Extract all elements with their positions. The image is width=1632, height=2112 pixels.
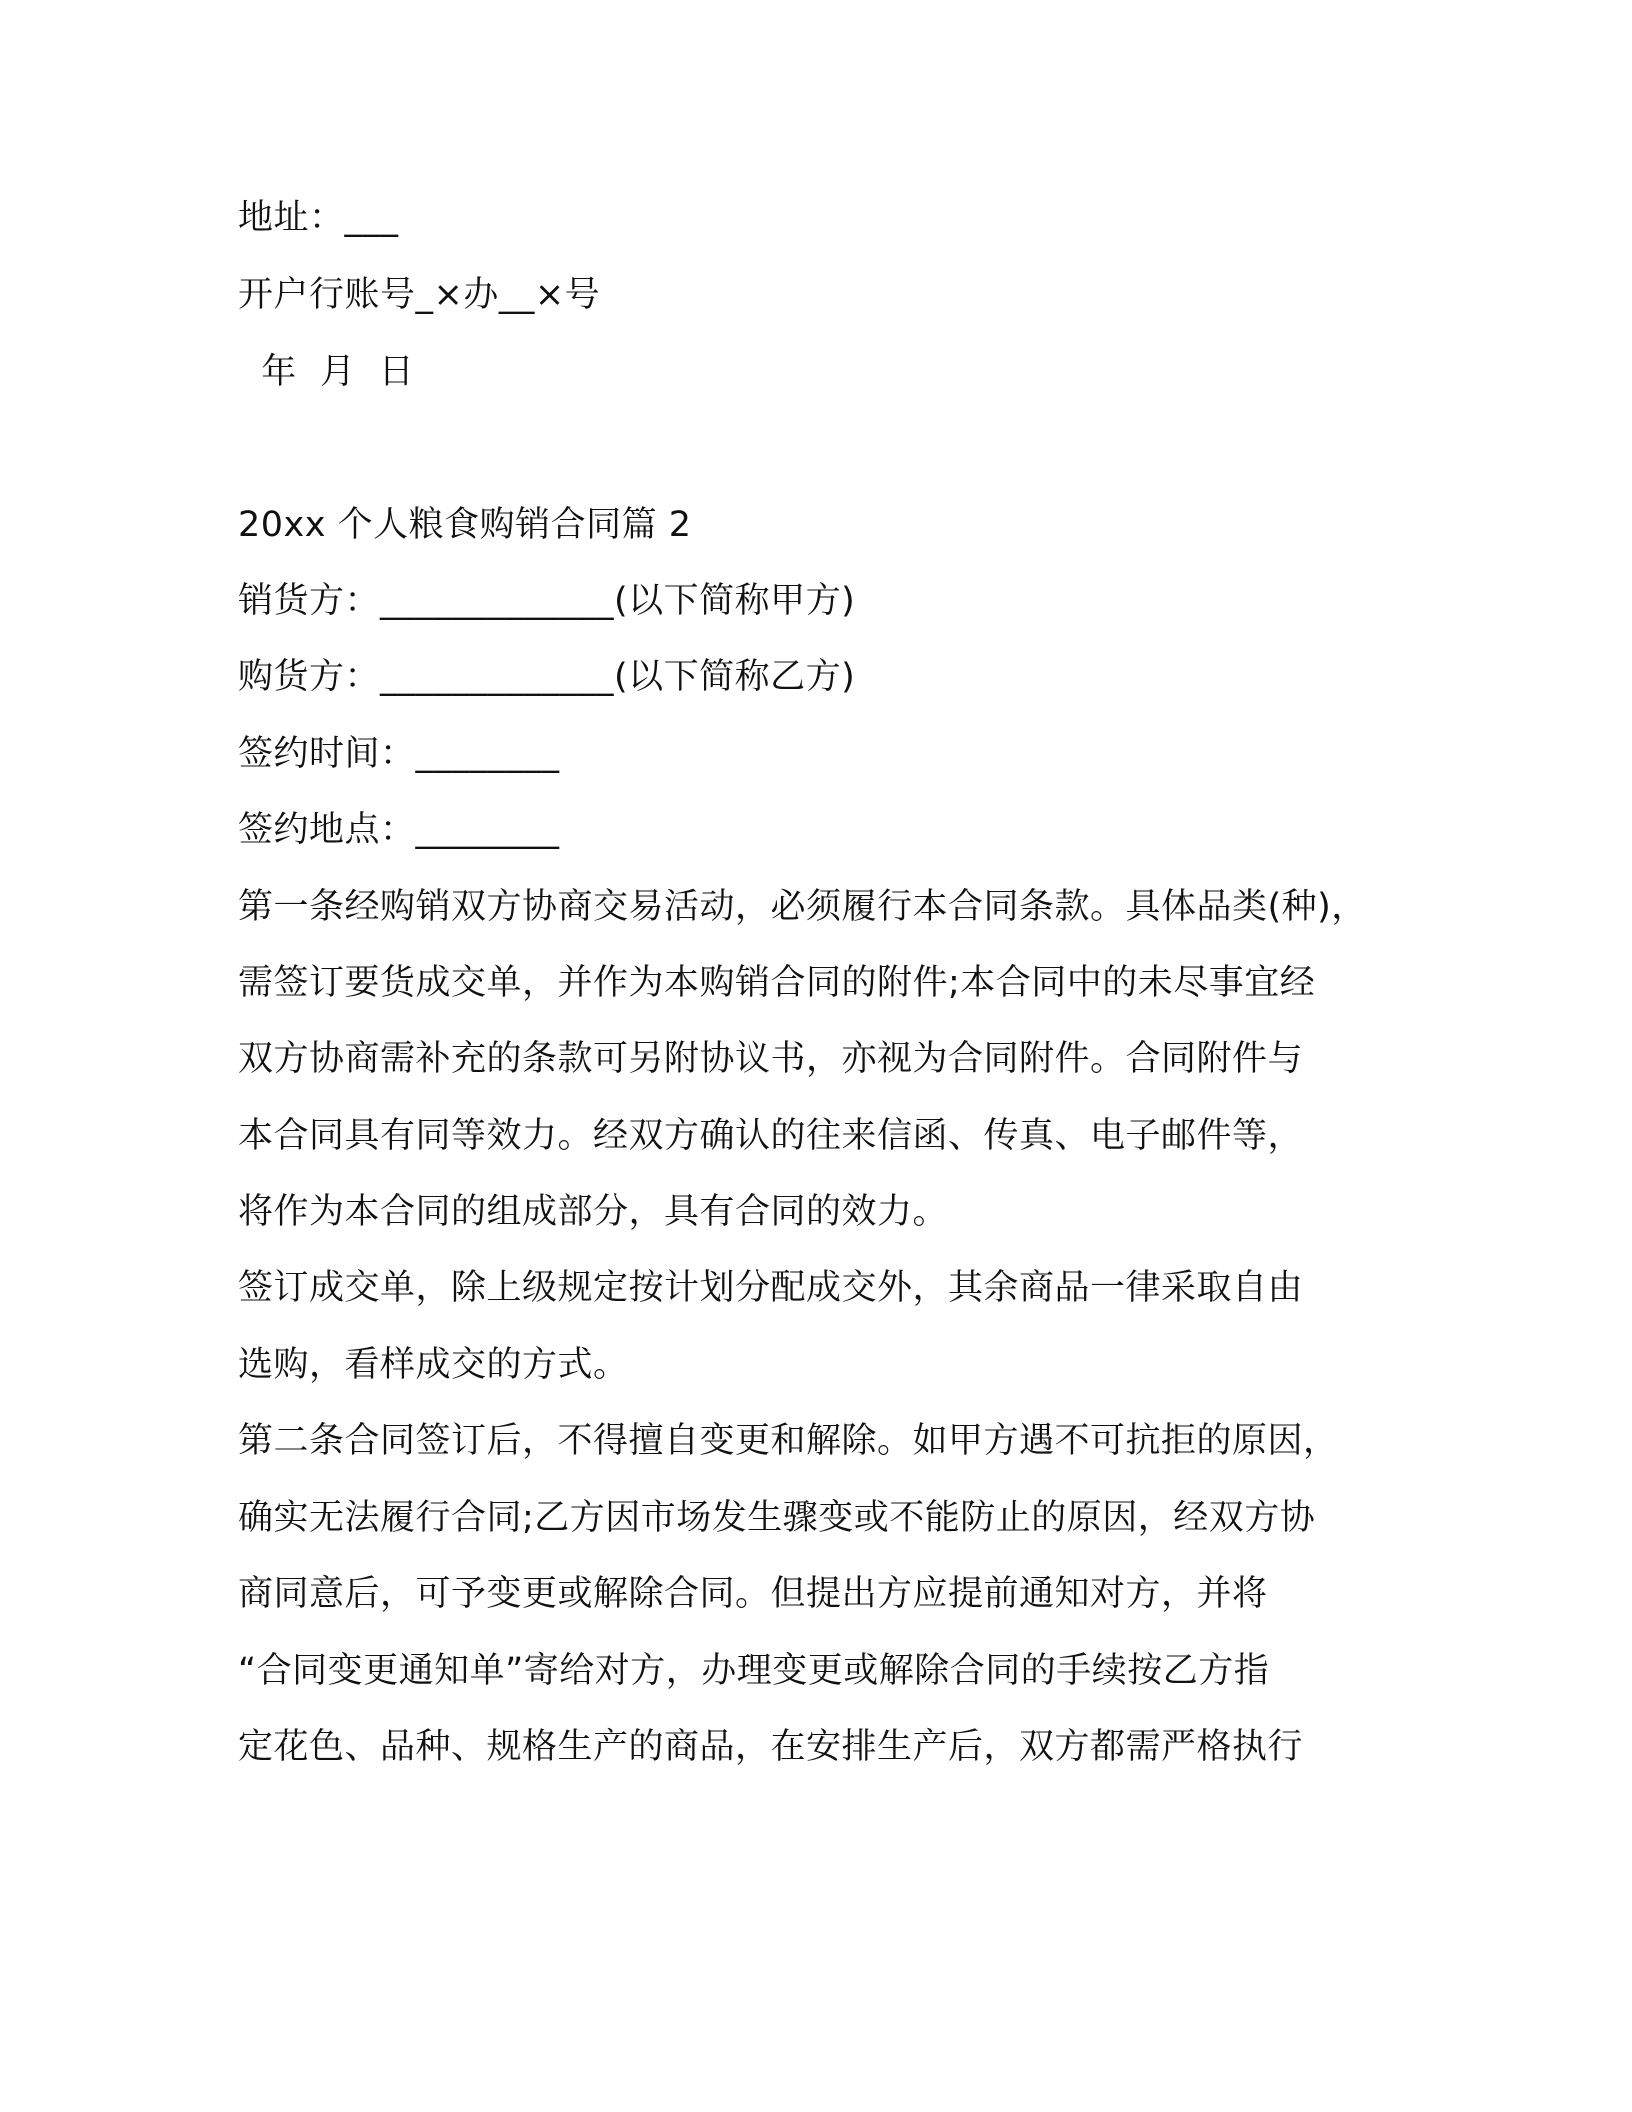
body-line: “合同变更通知单”寄给对方，办理变更或解除合同的手续按乙方指: [238, 1651, 1270, 1691]
sign-time-line: 签约时间：________: [238, 734, 560, 774]
body-line: 需签订要货成交单，并作为本购销合同的附件;本合同中的未尽事宜经: [238, 963, 1316, 1003]
body-line: 将作为本合同的组成部分，具有合同的效力。: [238, 1192, 949, 1232]
bank-account-line: 开户行账号_×办__×号: [238, 275, 601, 315]
seller-line: 销货方：_____________(以下简称甲方): [238, 581, 856, 621]
body-line: 确实无法履行合同;乙方因市场发生骤变或不能防止的原因，经双方协: [238, 1498, 1316, 1538]
section-title: 20xx 个人粮食购销合同篇 2: [238, 505, 692, 545]
body-line: 定花色、品种、规格生产的商品，在安排生产后，双方都需严格执行: [238, 1727, 1304, 1767]
body-line: 选购，看样成交的方式。: [238, 1345, 629, 1385]
body-line: 本合同具有同等效力。经双方确认的往来信函、传真、电子邮件等，: [238, 1116, 1304, 1156]
body-line: 第一条经购销双方协商交易活动，必须履行本合同条款。具体品类(种)，: [238, 887, 1367, 927]
address-line: 地址：___: [238, 198, 399, 238]
body-line: 双方协商需补充的条款可另附协议书，亦视为合同附件。合同附件与: [238, 1039, 1304, 1079]
date-line: 年 月 日: [238, 352, 415, 392]
buyer-line: 购货方：_____________(以下简称乙方): [238, 657, 856, 697]
sign-place-line: 签约地点：________: [238, 810, 560, 850]
body-line: 第二条合同签订后，不得擅自变更和解除。如甲方遇不可抗拒的原因，: [238, 1421, 1339, 1461]
body-line: 签订成交单，除上级规定按计划分配成交外，其余商品一律采取自由: [238, 1268, 1304, 1308]
body-line: 商同意后，可予变更或解除合同。但提出方应提前通知对方，并将: [238, 1574, 1268, 1614]
